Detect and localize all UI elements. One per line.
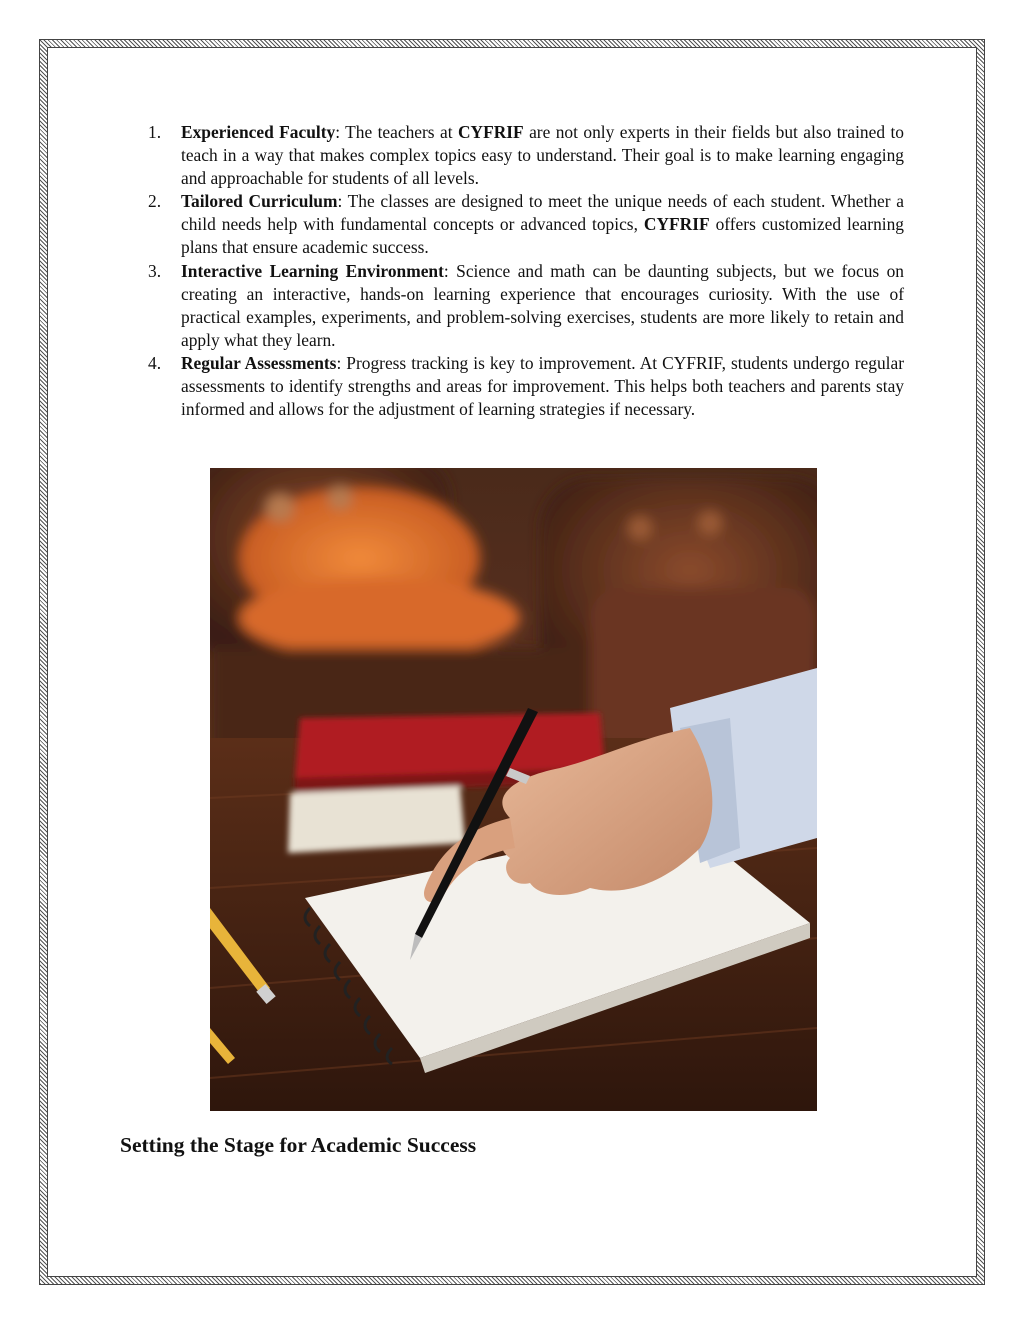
list-item: [148, 190, 904, 259]
item-text: offers customized learning plans that ensure academic success.: [181, 214, 904, 258]
features-list: [148, 121, 904, 421]
item-text: : Science and math can be daunting subjects, but we focus on creating an interactive, hands-on learning experience that encourages curiosity. With the use of practical examples, experiments, and problem-solving exercises, students are more likely to retain and apply what they learn.: [181, 260, 905, 350]
content-area: [148, 121, 904, 421]
list-item: [148, 121, 904, 190]
item-title: Interactive Learning Environment: [181, 260, 444, 281]
list-number: 2.: [148, 191, 162, 212]
list-number: 1.: [148, 122, 162, 142]
photo-illustration: [210, 468, 817, 1111]
list-item: [148, 260, 904, 352]
brand-name: CYFRIF: [457, 122, 524, 142]
item-title: Tailored Curriculum: [181, 191, 338, 212]
section-heading: Setting the Stage for Academic Success: [120, 1133, 477, 1157]
item-text: : The classes are designed to meet the unique needs of each student. Whether a child needs help with fundamental concepts or advanced topics,: [181, 191, 904, 235]
item-title: Regular Assessments: [181, 352, 337, 373]
brand-name: CYFRIF: [643, 214, 710, 235]
item-text: : The teachers at: [335, 122, 458, 142]
list-item: [148, 352, 904, 421]
list-number: 4.: [148, 352, 162, 373]
item-title: Experienced Faculty: [181, 122, 336, 142]
item-text: are not only experts in their fields but also trained to teach in a way that makes complex topics easy to understand. Their goal is to make learning engaging and approachable for students of all levels.: [181, 122, 904, 189]
writing-hand-photo: [210, 468, 817, 1111]
item-text: : Progress tracking is key to improvement. At CYFRIF, students undergo regular assessments to identify strengths and areas for improvement. This helps both teachers and parents stay informed and allows for the adjustment of learning strategies if necessary.: [181, 352, 904, 420]
list-number: 3.: [148, 260, 162, 281]
